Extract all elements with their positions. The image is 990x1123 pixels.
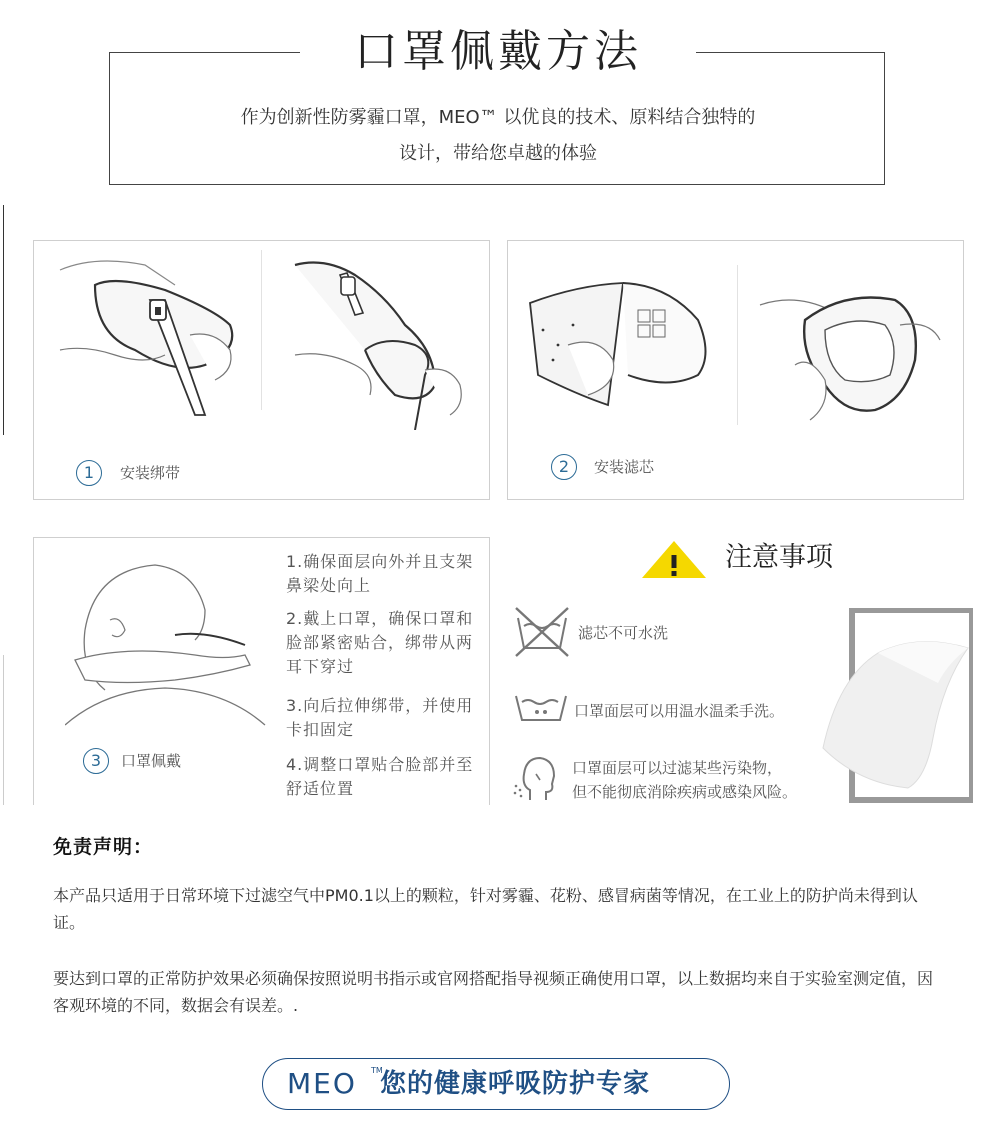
step-2-number: 2 xyxy=(551,454,577,480)
warning-triangle-icon xyxy=(640,538,708,584)
mask-wearing-illustration xyxy=(65,560,275,740)
step-3-instruction-4: 4.调整口罩贴合脸部并至舒适位置 xyxy=(286,755,474,798)
footer-brand-tm: TM xyxy=(371,1066,383,1075)
step-3-instruction-1: 1.确保面层向外并且支架鼻梁处向上 xyxy=(286,552,474,595)
disclaimer-title: 免责声明： xyxy=(53,836,154,858)
filter-product-image xyxy=(818,608,973,807)
left-edge-rule xyxy=(3,205,4,435)
notice-item-1-text: 滤芯不可水洗 xyxy=(578,624,669,642)
filter-install-illustration-a xyxy=(528,265,723,415)
strap-install-illustration-a xyxy=(55,255,255,425)
step-2-divider xyxy=(737,265,738,425)
step-1-number: 1 xyxy=(76,460,102,486)
step-3-instruction-3: 3.向后拉伸绑带，并使用卡扣固定 xyxy=(286,696,474,739)
step-1-divider xyxy=(261,250,262,410)
footer-brand-logo: MEO xyxy=(287,1067,357,1100)
step-2-label: 安装滤芯 xyxy=(594,458,655,476)
strap-install-illustration-b xyxy=(275,255,475,430)
step-1-label: 安装绑带 xyxy=(120,464,181,482)
step-3-number: 3 xyxy=(83,748,109,774)
step-3-instruction-2: 2.戴上口罩，确保口罩和脸部紧密贴合，绑带从两耳下穿过 xyxy=(286,609,474,676)
notice-item-2-text: 口罩面层可以用温水温柔手洗。 xyxy=(574,702,785,720)
filter-install-illustration-b xyxy=(755,285,945,425)
header-desc-line-1: 作为创新性防雾霾口罩，MEO™ 以优良的技术、原料结合独特的 xyxy=(240,107,756,128)
footer-slogan: 您的健康呼吸防护专家 xyxy=(380,1069,651,1099)
disclaimer-paragraph-2: 要达到口罩的正常防护效果必须确保按照说明书指示或官网搭配指导视频正确使用口罩，以上数据均来自于实验室测定值，因客观环境的不同，数据会有误差。. xyxy=(53,969,934,1015)
step-3-label: 口罩佩戴 xyxy=(121,752,182,770)
left-edge-rule-lower xyxy=(3,655,4,805)
notice-title: 注意事项 xyxy=(725,542,833,573)
breathing-head-icon xyxy=(512,752,562,806)
header-description xyxy=(150,100,846,172)
header-desc-line-2: 设计，带给您卓越的体验 xyxy=(399,143,597,164)
page-title: 口罩佩戴方法 xyxy=(354,26,642,77)
notice-item-3-text-1: 口罩面层可以过滤某些污染物， xyxy=(572,759,783,777)
disclaimer-paragraph-1: 本产品只适用于日常环境下过滤空气中PM0.1以上的颗粒，针对雾霾、花粉、感冒病菌等情况，在工业上的防护尚未得到认证。 xyxy=(53,886,918,932)
warm-wash-icon xyxy=(512,690,570,730)
notice-item-3-text-2: 但不能彻底消除疾病或感染风险。 xyxy=(572,783,798,801)
no-wash-icon xyxy=(512,600,572,664)
